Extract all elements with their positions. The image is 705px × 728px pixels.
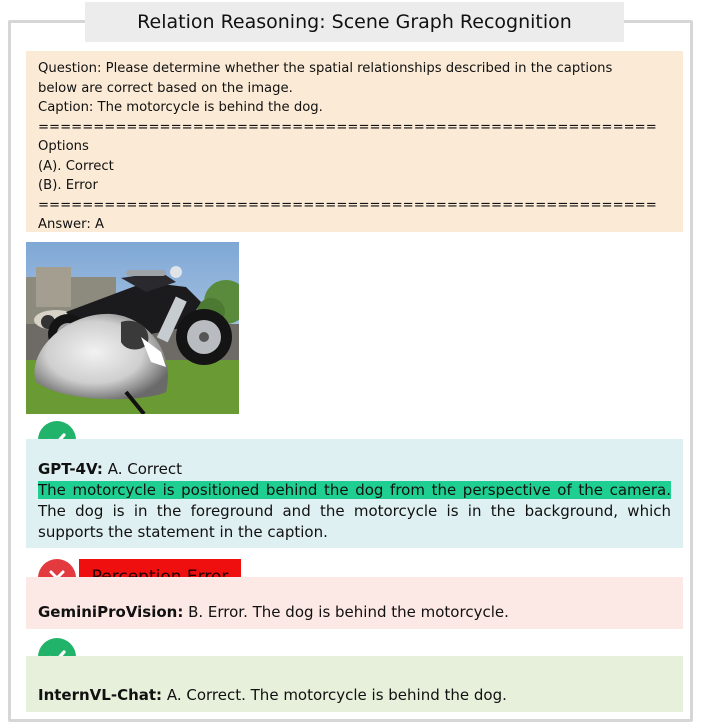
option-a: (A). Correct <box>38 158 114 174</box>
gpt4v-reasoning-rest: The dog is in the foreground and the motorcycle is in the background, which supports the statement in the caption. <box>38 502 671 541</box>
internvl-response <box>26 656 683 712</box>
caption-line: Caption: The motorcycle is behind the dog. <box>38 100 323 115</box>
gemini-answer: B. Error. The dog is behind the motorcycle. <box>183 603 509 621</box>
options-heading: Options <box>38 139 89 154</box>
gpt4v-answer-line <box>38 459 671 480</box>
question-box <box>26 51 683 232</box>
page-title <box>85 2 624 42</box>
gpt4v-response <box>26 439 683 548</box>
question-line-2: below are correct based on the image. <box>38 80 293 96</box>
title-text: Relation Reasoning: Scene Graph Recognition <box>137 11 572 33</box>
separator-2: ======================================================== <box>38 197 657 213</box>
gpt4v-highlighted-reasoning: The motorcycle is positioned behind the dog from the perspective of the camera. <box>38 481 671 499</box>
option-b: (B). Error <box>38 178 98 193</box>
gpt4v-model-name: GPT-4V: <box>38 460 103 478</box>
answer-line: Answer: A <box>38 217 104 232</box>
separator-1: ======================================================== <box>38 119 657 135</box>
scene-photo <box>26 242 239 414</box>
internvl-answer: A. Correct. The motorcycle is behind the dog. <box>162 686 507 704</box>
gemini-answer-line <box>38 602 671 623</box>
gpt4v-explanation <box>38 480 671 543</box>
question-line-1: Question: Please determine whether the spatial relationships described in the captions <box>38 61 613 76</box>
gemini-model-name: GeminiProVision: <box>38 603 184 621</box>
gemini-response <box>26 577 683 629</box>
internvl-model-name: InternVL-Chat: <box>38 686 163 704</box>
gpt4v-answer: A. Correct <box>102 460 182 478</box>
dog-motorcycle-image <box>26 242 239 414</box>
internvl-answer-line <box>38 685 671 706</box>
